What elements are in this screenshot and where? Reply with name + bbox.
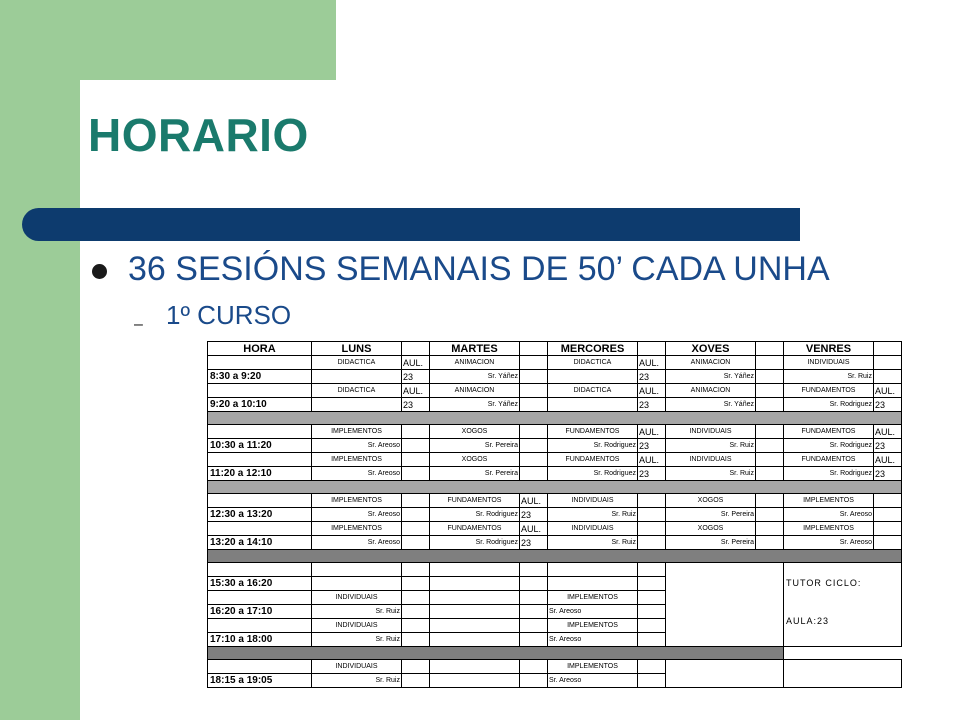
subject-cell: XOGOS [430, 453, 520, 467]
subject-cell: FUNDAMENTOS [784, 453, 874, 467]
aula-cell [402, 453, 430, 467]
venres-blank-area [784, 660, 902, 688]
aula-cell: 23 [638, 398, 666, 412]
break-cell [208, 481, 902, 494]
aula-cell [520, 398, 548, 412]
aula-cell [756, 467, 784, 481]
aula-cell: AUL. [402, 356, 430, 370]
subject-cell: INDIVIDUAIS [548, 494, 638, 508]
teacher-cell: Sr. Ruiz [312, 605, 402, 619]
subject-cell: IMPLEMENTOS [312, 494, 402, 508]
aula-cell: 23 [638, 467, 666, 481]
hour-cell: 17:10 a 18:00 [208, 633, 312, 647]
slot-row-top [208, 384, 902, 398]
subject-cell: INDIVIDUAIS [312, 591, 402, 605]
teacher-cell: Sr. Rodriguez [548, 439, 638, 453]
subject-cell: DIDACTICA [312, 384, 402, 398]
aula-cell [402, 591, 430, 605]
header-cell: VENRES [784, 342, 874, 356]
hour-cell-top [208, 522, 312, 536]
hour-cell: 15:30 a 16:20 [208, 577, 312, 591]
header-cell [520, 342, 548, 356]
slot-row-top [208, 425, 902, 439]
aula-cell [756, 494, 784, 508]
teacher-cell: Sr. Pereira [666, 536, 756, 550]
subject-cell: INDIVIDUAIS [548, 522, 638, 536]
green-top-band [0, 0, 336, 80]
slot-row-bottom [208, 508, 902, 522]
teacher-cell: Sr. Areoso [548, 605, 638, 619]
aula-cell [520, 577, 548, 591]
aula-cell [520, 356, 548, 370]
teacher-cell: Sr. Ruiz [312, 674, 402, 688]
aula-cell [756, 439, 784, 453]
aula-cell [756, 370, 784, 384]
teacher-cell [430, 674, 520, 688]
aula-cell [638, 508, 666, 522]
aula-cell [520, 453, 548, 467]
aula-cell: 23 [638, 370, 666, 384]
teacher-cell: Sr. Areoso [548, 633, 638, 647]
hour-cell: 12:30 a 13:20 [208, 508, 312, 522]
aula-cell [756, 453, 784, 467]
aula-cell [874, 494, 902, 508]
teacher-cell [430, 605, 520, 619]
slot-row-top [208, 494, 902, 508]
subject-cell: ANIMACION [430, 356, 520, 370]
aula-cell: AUL. [520, 522, 548, 536]
sub-bullet-dash: – [134, 316, 143, 333]
header-cell: MARTES [430, 342, 520, 356]
slot-row-top [208, 356, 902, 370]
aula-cell [402, 467, 430, 481]
subject-cell: IMPLEMENTOS [312, 425, 402, 439]
break-cell [208, 412, 902, 425]
subject-cell: INDIVIDUAIS [312, 619, 402, 633]
break-row [208, 647, 902, 660]
break-row [208, 481, 902, 494]
slot-row-bottom [208, 439, 902, 453]
teacher-cell: Sr. Ruiz [548, 536, 638, 550]
aula-cell [520, 563, 548, 577]
subject-cell: IMPLEMENTOS [548, 591, 638, 605]
teacher-cell: Sr. Ruiz [666, 467, 756, 481]
teacher-cell: Sr. Rodriguez [784, 467, 874, 481]
hour-cell-top [208, 494, 312, 508]
aula-cell [638, 577, 666, 591]
hour-cell-top [208, 425, 312, 439]
aula-cell: AUL. [520, 494, 548, 508]
aula-cell: AUL. [402, 384, 430, 398]
teacher-cell: Sr. Areoso [312, 439, 402, 453]
teacher-cell [548, 577, 638, 591]
hour-cell-top [208, 453, 312, 467]
teacher-cell [312, 398, 402, 412]
subject-cell: FUNDAMENTOS [548, 453, 638, 467]
teacher-cell: Sr. Ruiz [312, 633, 402, 647]
subject-cell [548, 563, 638, 577]
subject-cell: INDIVIDUAIS [784, 356, 874, 370]
teacher-cell [430, 633, 520, 647]
teacher-cell: Sr. Yáñez [430, 398, 520, 412]
aula-cell: AUL. [874, 453, 902, 467]
header-cell: XOVES [666, 342, 756, 356]
aula-cell [638, 619, 666, 633]
hour-cell: 10:30 a 11:20 [208, 439, 312, 453]
subject-cell: DIDACTICA [312, 356, 402, 370]
hour-cell: 8:30 a 9:20 [208, 370, 312, 384]
header-cell [638, 342, 666, 356]
teacher-cell: Sr. Rodriguez [548, 467, 638, 481]
teacher-cell: Sr. Ruiz [548, 508, 638, 522]
aula-cell: 23 [874, 439, 902, 453]
title-underline-bar [22, 208, 800, 241]
subject-cell: IMPLEMENTOS [312, 453, 402, 467]
aula-cell [520, 633, 548, 647]
slot-row-top [208, 453, 902, 467]
aula-cell [520, 619, 548, 633]
aula-cell [638, 660, 666, 674]
break-cell [208, 647, 784, 660]
aula-cell [756, 508, 784, 522]
teacher-cell: Sr. Rodriguez [430, 536, 520, 550]
teacher-cell: Sr. Ruiz [784, 370, 874, 384]
hour-cell-top [208, 660, 312, 674]
aula-cell [638, 674, 666, 688]
hour-cell-top [208, 563, 312, 577]
aula-cell [638, 633, 666, 647]
aula-cell [402, 494, 430, 508]
break-cell [208, 550, 902, 563]
teacher-cell [548, 370, 638, 384]
subject-cell: INDIVIDUAIS [312, 660, 402, 674]
hour-cell: 18:15 a 19:05 [208, 674, 312, 688]
slot-row-top [208, 660, 902, 674]
aula-cell: 23 [638, 439, 666, 453]
subject-cell: IMPLEMENTOS [784, 494, 874, 508]
hour-cell-top [208, 384, 312, 398]
aula-cell [402, 536, 430, 550]
subject-cell [430, 619, 520, 633]
header-cell [874, 342, 902, 356]
aula-cell [402, 633, 430, 647]
aula-cell [874, 536, 902, 550]
slot-row-bottom [208, 370, 902, 384]
aula-cell [638, 591, 666, 605]
subject-cell [430, 660, 520, 674]
bullet-text: 36 SESIÓNS SEMANAIS DE 50’ CADA UNHA [128, 250, 830, 288]
aula-cell [638, 522, 666, 536]
header-hora: HORA [208, 342, 312, 356]
green-side-band [0, 0, 80, 720]
slot-row-top [208, 563, 902, 577]
bullet-dot-icon [92, 264, 107, 279]
hour-cell: 16:20 a 17:10 [208, 605, 312, 619]
hour-cell-top [208, 619, 312, 633]
subject-cell [430, 563, 520, 577]
slot-row-bottom [208, 536, 902, 550]
tutor-info-cell [784, 563, 902, 647]
aula-cell [638, 536, 666, 550]
aula-cell [520, 425, 548, 439]
subject-cell: XOGOS [666, 522, 756, 536]
break-row [208, 550, 902, 563]
aula-cell [402, 577, 430, 591]
aula-cell [520, 605, 548, 619]
xoves-blank-area [666, 660, 784, 688]
subject-cell: FUNDAMENTOS [548, 425, 638, 439]
aula-cell [520, 591, 548, 605]
subject-cell: INDIVIDUAIS [666, 453, 756, 467]
aula-cell [874, 508, 902, 522]
aula-cell [756, 384, 784, 398]
tutor-label: TUTOR CICLO: [786, 578, 862, 588]
header-cell: LUNS [312, 342, 402, 356]
aula-cell [520, 674, 548, 688]
subject-cell: DIDACTICA [548, 384, 638, 398]
aula-cell: AUL. [874, 384, 902, 398]
subject-cell: ANIMACION [430, 384, 520, 398]
subject-cell: FUNDAMENTOS [430, 522, 520, 536]
aula-cell: 23 [874, 467, 902, 481]
aula-cell [402, 425, 430, 439]
aula-cell: 23 [520, 536, 548, 550]
aula-cell [638, 605, 666, 619]
teacher-cell: Sr. Pereira [430, 439, 520, 453]
hour-cell: 13:20 a 14:10 [208, 536, 312, 550]
subject-cell [312, 563, 402, 577]
subject-cell: IMPLEMENTOS [312, 522, 402, 536]
aula-cell [402, 508, 430, 522]
aula-cell [638, 494, 666, 508]
aula-cell: AUL. [638, 453, 666, 467]
subject-cell: XOGOS [430, 425, 520, 439]
teacher-cell [312, 370, 402, 384]
slide-title: HORARIO [88, 109, 309, 161]
aula-cell [756, 398, 784, 412]
aula-label: AULA:23 [786, 616, 830, 626]
aula-cell [402, 522, 430, 536]
hour-cell-top [208, 591, 312, 605]
slot-row-bottom [208, 398, 902, 412]
aula-cell [874, 522, 902, 536]
aula-cell [402, 563, 430, 577]
teacher-cell: Sr. Areoso [312, 508, 402, 522]
teacher-cell: Sr. Pereira [430, 467, 520, 481]
aula-cell [756, 522, 784, 536]
subject-cell: ANIMACION [666, 356, 756, 370]
subject-cell: FUNDAMENTOS [430, 494, 520, 508]
slot-row-top [208, 522, 902, 536]
aula-cell [520, 370, 548, 384]
aula-cell [638, 563, 666, 577]
teacher-cell: Sr. Ruiz [666, 439, 756, 453]
header-cell: MERCORES [548, 342, 638, 356]
break-row [208, 412, 902, 425]
subject-cell: INDIVIDUAIS [666, 425, 756, 439]
teacher-cell [548, 398, 638, 412]
subject-cell [430, 591, 520, 605]
subject-cell: IMPLEMENTOS [548, 660, 638, 674]
subject-cell: DIDACTICA [548, 356, 638, 370]
aula-cell [874, 356, 902, 370]
teacher-cell: Sr. Rodriguez [784, 439, 874, 453]
aula-cell [520, 384, 548, 398]
teacher-cell: Sr. Yáñez [666, 398, 756, 412]
header-row [208, 342, 902, 356]
aula-cell [520, 439, 548, 453]
xoves-blank-area [666, 563, 784, 647]
teacher-cell [430, 577, 520, 591]
teacher-cell: Sr. Areoso [784, 536, 874, 550]
slot-row-bottom [208, 467, 902, 481]
hour-cell: 9:20 a 10:10 [208, 398, 312, 412]
aula-cell: AUL. [638, 384, 666, 398]
teacher-cell: Sr. Rodriguez [784, 398, 874, 412]
teacher-cell: Sr. Yáñez [666, 370, 756, 384]
header-cell [402, 342, 430, 356]
teacher-cell: Sr. Areoso [312, 467, 402, 481]
aula-cell [402, 439, 430, 453]
aula-cell [402, 674, 430, 688]
aula-cell [874, 370, 902, 384]
aula-cell: AUL. [638, 425, 666, 439]
teacher-cell: Sr. Rodriguez [430, 508, 520, 522]
aula-cell [402, 660, 430, 674]
schedule-table [207, 341, 902, 688]
teacher-cell: Sr. Areoso [784, 508, 874, 522]
aula-cell: 23 [402, 370, 430, 384]
aula-cell: 23 [520, 508, 548, 522]
teacher-cell: Sr. Areoso [548, 674, 638, 688]
subject-cell: IMPLEMENTOS [548, 619, 638, 633]
teacher-cell: Sr. Pereira [666, 508, 756, 522]
aula-cell [756, 425, 784, 439]
aula-cell [756, 536, 784, 550]
subject-cell: FUNDAMENTOS [784, 425, 874, 439]
subject-cell: IMPLEMENTOS [784, 522, 874, 536]
hour-cell: 11:20 a 12:10 [208, 467, 312, 481]
aula-cell: AUL. [874, 425, 902, 439]
teacher-cell: Sr. Areoso [312, 536, 402, 550]
teacher-cell [312, 577, 402, 591]
subject-cell: XOGOS [666, 494, 756, 508]
hour-cell-top [208, 356, 312, 370]
teacher-cell: Sr. Yáñez [430, 370, 520, 384]
aula-cell [756, 356, 784, 370]
aula-cell [402, 605, 430, 619]
subject-cell: FUNDAMENTOS [784, 384, 874, 398]
subject-cell: ANIMACION [666, 384, 756, 398]
aula-cell [520, 660, 548, 674]
aula-cell: 23 [402, 398, 430, 412]
aula-cell: AUL. [638, 356, 666, 370]
aula-cell [520, 467, 548, 481]
header-cell [756, 342, 784, 356]
aula-cell: 23 [874, 398, 902, 412]
aula-cell [402, 619, 430, 633]
sub-bullet-text: 1º CURSO [166, 300, 292, 330]
